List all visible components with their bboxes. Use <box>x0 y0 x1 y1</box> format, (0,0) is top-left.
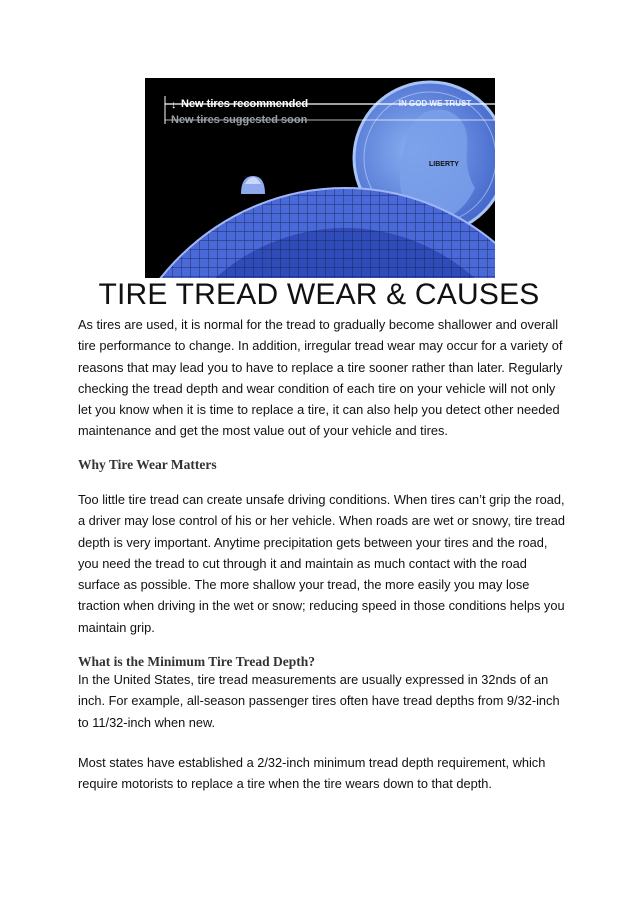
tire-tread-image <box>145 78 495 278</box>
section-body-minimum-depth-2: Most states have established a 2/32-inch minimum tread depth requirement, which require motorists to replace a tire when the tire wears down to that depth. <box>78 755 546 792</box>
tire-tread-illustration <box>145 78 495 278</box>
section-body-why-tire-wear: Too little tire tread can create unsafe driving conditions. When tires can’t grip the road, a driver may lose control of his or her vehicle. When roads are wet or snowy, tire tread depth is very important. Anytime precipitation gets between your tires and the road, you need the tread to cut through it and maintain as much contact with the road surface as possible. The more shallow your tread, the more easily you may lose traction when driving in the wet or snow; reducing speed in those conditions helps you maintain grip. <box>78 492 565 635</box>
section-body-minimum-depth: In the United States, tire tread measurements are usually expressed in 32nds of an inch. For example, all-season passenger tires often have tread depths from 9/32-inch to 11/32-inch when new. <box>78 672 560 730</box>
page-title: TIRE TREAD WEAR & CAUSES <box>98 278 540 311</box>
section-heading-minimum-depth: What is the Minimum Tire Tread Depth? <box>78 654 316 669</box>
coin-liberty-text: LIBERTY <box>429 161 459 168</box>
label-new-tires-recommended: New tires recommended <box>181 98 309 110</box>
label-new-tires-suggested: New tires suggested soon <box>171 114 308 126</box>
section-heading-why-tire-wear: Why Tire Wear Matters <box>78 457 217 472</box>
coin-motto-text: IN GOD WE TRUST <box>398 99 472 108</box>
intro-paragraph: As tires are used, it is normal for the tread to gradually become shallower and overall tire performance to change. In addition, irregular tread wear may occur for a variety of reasons that may lead you to have to replace a tire sooner rather than later. Regularly checking the tread depth and wear condition of each tire on your vehicle will not only let you know when it is time to replace a tire, it can also help you detect other needed maintenance and get the most value out of your vehicle and tires. <box>78 317 563 439</box>
arrow-down-icon: ↓ <box>171 99 177 111</box>
